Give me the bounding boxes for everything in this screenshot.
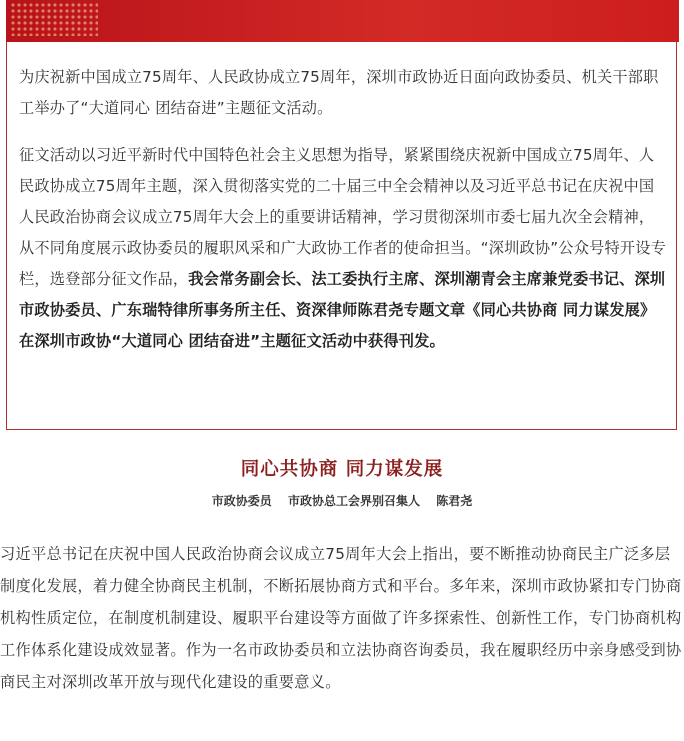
intro-paragraph-2-text: 征文活动以习近平新时代中国特色社会主义思想为指导，紧紧围绕庆祝新中国成立75周年、人民政协成立75周年主题，深入贯彻落实党的二十届三中全会精神以及习近平总书记在庆祝中国人民政治协商会议成立75周年大会上的重要讲话精神，学习贯彻深圳市委七届九次全会精神，从不同角度展示政协委员的履职风采和广大政协工作者的使命担当。“深圳政协”公众号特开设专栏，选登部分征文作品， — [19, 146, 667, 288]
header-banner — [6, 0, 679, 42]
intro-paragraph-2 — [19, 140, 669, 357]
article-title: 同心共协商 同力谋发展 — [240, 459, 444, 480]
byline-role-2: 市政协总工会界别召集人 — [287, 494, 420, 508]
byline-role-1: 市政协委员 — [211, 494, 272, 508]
decorative-dot-pattern — [10, 2, 98, 36]
byline-author: 陈君尧 — [436, 494, 473, 508]
intro-paragraph-1: 为庆祝新中国成立75周年、人民政协成立75周年，深圳市政协近日面向政协委员、机关干部职工举办了“大道同心 团结奋进”主题征文活动。 — [19, 68, 659, 117]
intro-paragraph-2-highlight: 我会常务副会长、法工委执行主席、深圳潮青会主席兼党委书记、深圳市政协委员、广东瑞特律所事务所主任、资深律师陈君尧专题文章《同心共协商 同力谋发展》在深圳市政协“大道同心 团结奋进”主题征文活动中获得刊发。 — [19, 270, 666, 350]
article-body-paragraph: 习近平总书记在庆祝中国人民政治协商会议成立75周年大会上指出，要不断推动协商民主广泛多层制度化发展，着力健全协商民主机制，不断拓展协商方式和平台。多年来，深圳市政协紧扣专门协商机构性质定位，在制度机制建设、履职平台建设等方面做了许多探索性、创新性工作，专门协商机构工作体系化建设成效显著。作为一名市政协委员和立法协商咨询委员，我在履职经历中亲身感受到协商民主对深圳改革开放与现代化建设的重要意义。 — [0, 545, 682, 691]
article-byline — [0, 492, 684, 509]
